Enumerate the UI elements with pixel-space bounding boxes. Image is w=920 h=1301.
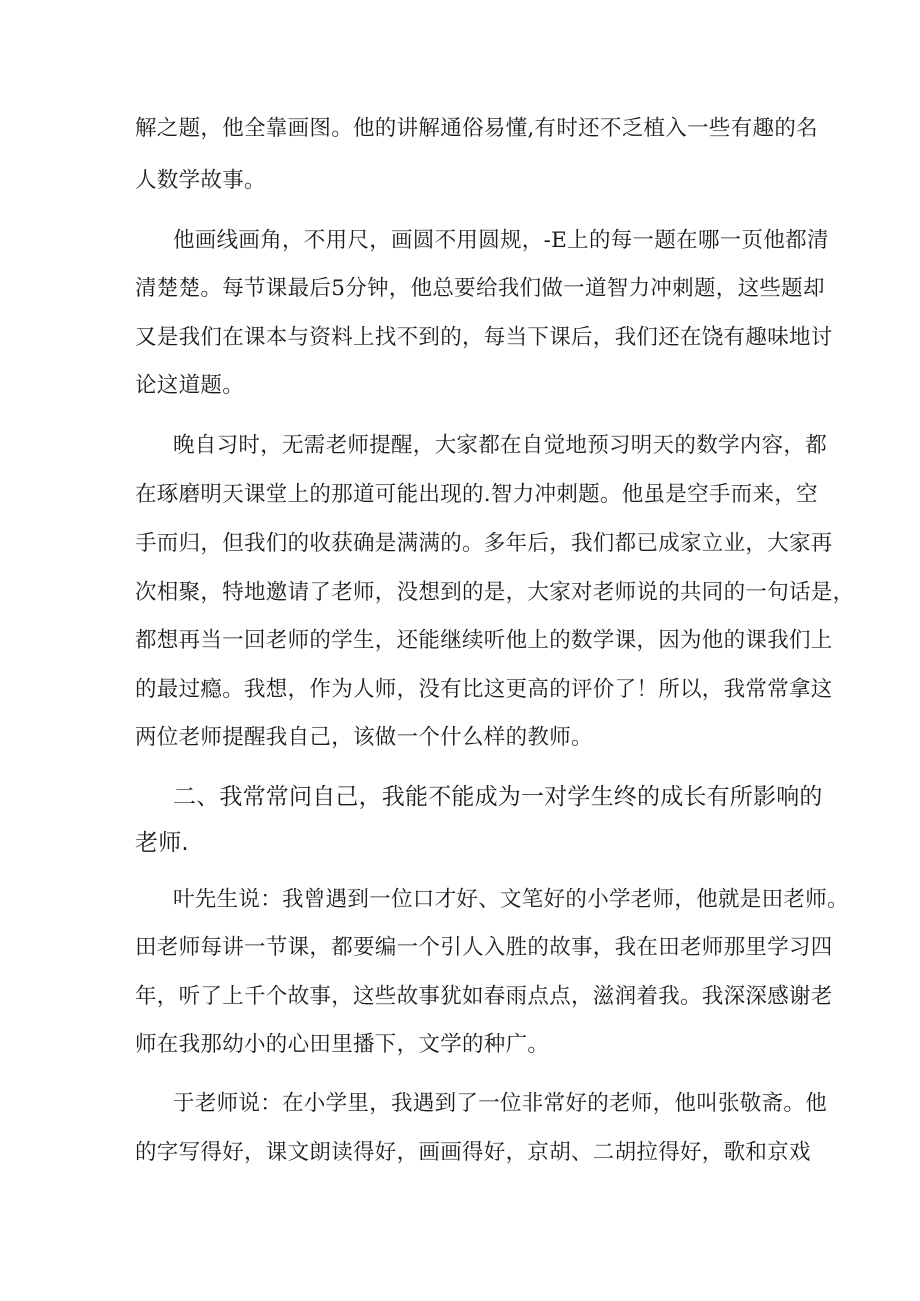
paragraph-3-line-2: 在琢磨明天课堂上的那道可能出现的.智力冲刺题。他虽是空手而来，空 [135, 482, 818, 507]
paragraph-3-line-6: 的最过瘾。我想，作为人师，没有比这更高的评价了！所以，我常常拿这 [135, 677, 833, 702]
paragraph-5-line-2: 的字写得好，课文朗读得好，画画得好，京胡、二胡拉得好，歌和京戏 [135, 1140, 811, 1165]
paragraph-3-line-4: 次相聚，特地邀请了老师，没想到的是，大家对老师说的共同的一句话是， [135, 580, 855, 605]
paragraph-2-line-3: 又是我们在课本与资料上找不到的，每当下课后，我们还在饶有趣味地讨 [135, 325, 833, 350]
paragraph-4-line-3: 年，听了上千个故事，这些故事犹如春雨点点，滋润着我。我深深感谢老 [135, 984, 833, 1009]
paragraph-1-line-1: 解之题，他全靠画图。他的讲解通俗易懂,有时还不乏植入一些有趣的名 [135, 116, 818, 141]
paragraph-3-line-1: 晚自习时，无需老师提醒，大家都在自觉地预习明天的数学内容，都 [173, 433, 828, 458]
paragraph-2-line-4: 论这道题。 [135, 373, 245, 398]
paragraph-1-line-2: 人数学故事。 [135, 168, 266, 193]
paragraph-2-line-1: 他画线画角，不用尺，画圆不用圆规，-E上的每一题在哪一页他都清 [173, 228, 829, 253]
paragraph-3-line-5: 都想再当一回老师的学生，还能继续听他上的数学课，因为他的课我们上 [135, 628, 833, 653]
paragraph-3-line-7: 两位老师提醒我自己，该做一个什么样的教师。 [135, 725, 593, 750]
section-heading-line-1: 二、我常常问自己，我能不能成为一对学生终的成长有所影响的 [173, 784, 823, 810]
paragraph-4-line-2: 田老师每讲一节课，都要编一个引人入胜的故事，我在田老师那里学习四 [135, 935, 833, 960]
paragraph-2-line-2: 清楚楚。每节课最后5分钟，他总要给我们做一道智力冲刺题，这些题却 [135, 276, 825, 301]
paragraph-5-line-1: 于老师说：在小学里，我遇到了一位非常好的老师，他叫张敬斋。他 [173, 1091, 828, 1116]
paragraph-4-line-1: 叶先生说：我曾遇到一位口才好、文笔好的小学老师，他就是田老师。 [173, 887, 849, 912]
paragraph-4-line-4: 师在我那幼小的心田里播下，文学的种广。 [135, 1032, 550, 1057]
section-heading-line-2: 老师. [135, 830, 189, 856]
paragraph-3-line-3: 手而归，但我们的收获确是满满的。多年后，我们都已成家立业，大家再 [135, 531, 833, 556]
